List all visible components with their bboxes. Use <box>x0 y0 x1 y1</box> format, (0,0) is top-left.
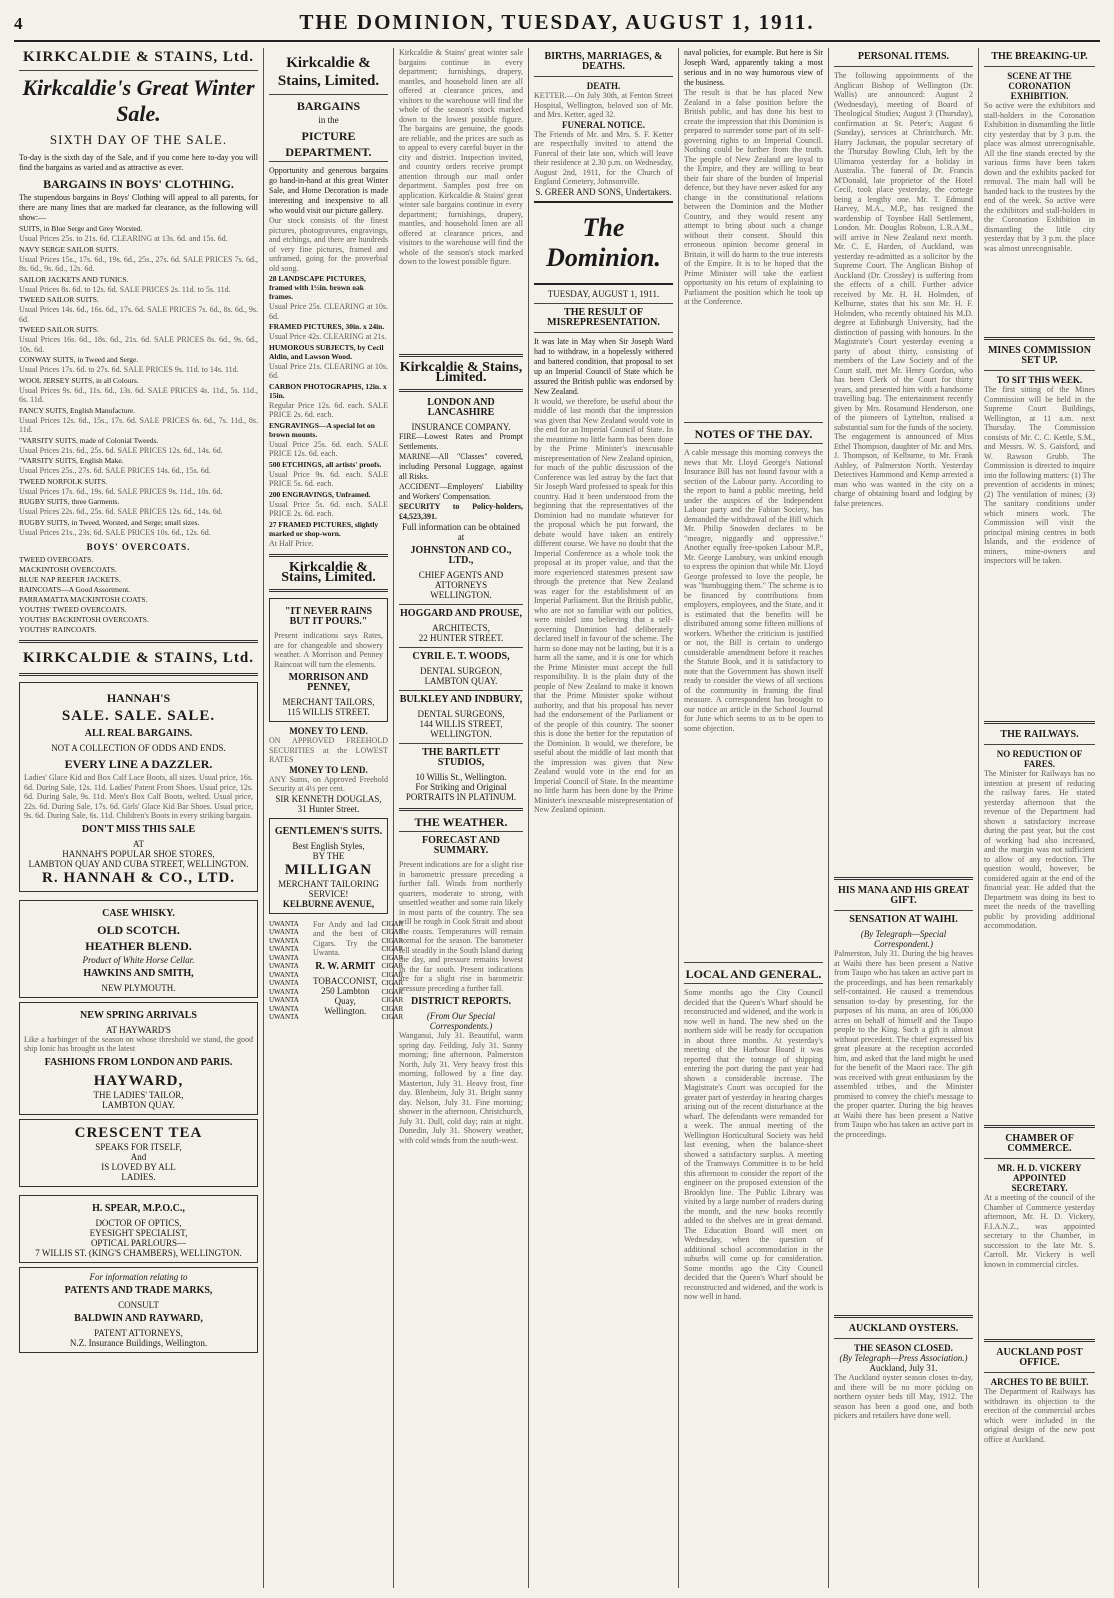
undertakers: S. GREER AND SONS, Undertakers. <box>535 186 672 197</box>
great-winter-sale-title: Kirkcaldie's Great Winter Sale. <box>22 75 255 126</box>
notes-of-the-day: NOTES OF THE DAY. <box>694 427 813 441</box>
bmd-heading: BIRTHS, MARRIAGES, & DEATHS. <box>544 51 663 72</box>
sale-intro: To-day is the sixth day of the Sale, and if you come here to-day you will find the bargains as varied and as attractive as ever. <box>19 153 258 172</box>
picture-lot: 27 FRAMED PICTURES, slightly marked or shop-worn. <box>269 519 379 538</box>
spear-eyesight: EYESIGHT SPECIALIST, <box>89 1227 188 1238</box>
crescent-and: And <box>130 1151 147 1162</box>
in-the: in the <box>318 115 339 125</box>
newspaper-title: THE DOMINION, TUESDAY, AUGUST 1, 1911. <box>299 10 815 34</box>
column-6: PERSONAL ITEMS. The following appointments of the Anglican Bishop of Wellington (Dr. Wallis) are announced: August 2 (Wednesday), meeting of Board of Theological Studies; August 3 (Thursday), confirmation at St. Peter's; August 6 (Sunday), services at Christchurch. Mr. Harry Jackman, the popular secretary of the Thursday Bowling Club, left by the Ulimaroa yesterday for a holiday in Australia. The funeral of Dr. Francis M'Donald, late proprietor of the Hotel Cecil, took place yesterday, the cortege being a lengthy one. Mr. T. Edmund Harvey, M.A., M.P., has resigned the wardenship of Toynbee Hall Settlement, London. Mr. Douglas Robson, L.R.A.M., will arrive in New Zealand next month. Mr. C. E. Harden, of Auckland, was yesterday re-admitted as a solicitor by the Supreme Court. The Anglican Bishop of Auckland (Dr. Crossley) is suffering from the effects of a chill. Further advice received by Mr. H. H. Holmden, of Kelburne, states that his son Mr. H. F. Holmden, who recently obtained his M.D. degree at Edinburgh University, had the distinction of passing with honours. In the Magistrate's Court yesterday evening a party of about thirty, consisting of members of the Law Society and of the Court staff, met Mr. Henry Gordon, who has been Clerk of the Court for thirty years, and presented him with a handsome travelling bag. The entertainment recently given by Mrs. Rosamund Henderson, one of the pioneers of Lyttelton, realised a substantial sum for the funds of the society. The engagement is announced of Miss Ethel Thompson, daughter of Mr. and Mrs. J. Thompson, of Kelburne, to Mr. Frank Ashley, of Palmerston North. Yesterday Detectives Hammond and Kemp arrested a man who was wanted in the city on a charge of obtaining board and lodging by false pretences. HIS MANA AND HIS GREAT GIFT. SENSATION AT WAIHI. (By Telegraph—Special Correspondent.) Palmerston, July 31. During the big heaves at Waihi there has been present a Native from Taupo who has taken an active part in the proceedings, and has been remarkably self-contained. He caused a tremendous sensation to-day by presenting, for the purposes of his mana, an area of 106,000 acres on behalf of himself and the Taupo people to the King. Such a gift is almost without precedent. The chief expressed his great pleasure at the reception accorded him, and asked that the land might be used for the benefit of the Maori race. The gift was received with great enthusiasm by the assembled tribes, and the Minister promised to convey the chief's message to the proper quarter. During the big heaves at Waihi there has been present a Native from Taupo who has taken an active part in the proceedings. AUCKLAND OYSTERS. THE SEASON CLOSED. (By Telegraph—Press Association.) Auckland, July 31. The Auckland oyster season closes to-day, and there will be no more picking on northern oyster beds till May, 1912. The season has been a good one, and both pickers and retailers have done well. <box>829 48 979 1588</box>
crescent-name: CRESCENT TEA <box>74 1124 203 1141</box>
column-3: Kirkcaldie & Stains' great winter sale bargains continue in every department; furnishings, drapery, mantles, and household linen are all offered at clearance prices, and visitors to the warehouse will find the whole of the season's stock marked down to the lowest possible figure. The bargains are genuine, the goods are reliable, and the prices are such as to appeal to every careful buyer in the city and district. Inspection invited, and country orders receive prompt attention through our mail order department. Samples post free on application. Kirkcaldie & Stains' great winter sale bargains continue in every department; furnishings, drapery, mantles, and household linen are all offered at clearance prices, and visitors to the warehouse will find the whole of the season's stock marked down to the lowest possible figure. Kirkcaldie & Stains, Limited. LONDON AND LANCASHIRE INSURANCE COMPANY. FIRE—Lowest Rates and Prompt Settlements. MARINE—All "Classes" covered, including Personal Luggage, against all Risks. ACCIDENT—Employers' Liability and Workers' Compensation. SECURITY to Policy-holders, £4,523,391. Full information can be obtained at JOHNSTON AND CO., LTD., CHIEF AGENTS AND ATTORNEYS WELLINGTON. HOGGARD AND PROUSE, ARCHITECTS, 22 HUNTER STREET. CYRIL E. T. WOODS, DENTAL SURGEON, LAMBTON QUAY. BULKLEY AND INDBURY, DENTAL SURGEONS, 144 WILLIS STREET, WELLINGTON. THE BARTLETT STUDIOS, 10 Willis St., Wellington. For Striking and Original PORTRAITS IN PLATINUM. THE WEATHER. FORECAST AND SUMMARY. Present indications are for a slight rise in barometric pressure preceding a further fall. Winds from northerly quarters, moderate to strong, with unsettled weather and some rain likely in most parts of the country. The sea will be rough in Cook Strait and about the coasts. Temperatures will remain normal for the season. The barometer fell steadily in the South Island during the day, and pressure remains lowest in the far south. Present indications are for a slight rise in barometric pressure preceding a further fall. DISTRICT REPORTS. (From Our Special Correspondents.) Wanganui, July 31. Beautiful, warm spring day. Feilding, July 31. Sunny morning; fine afternoon. Palmerston North, July 31. Very heavy frost this morning, followed by a fine day. Masterton, July 31. Heavy frost, fine day. Blenheim, July 31. Bright sunny day. Nelson, July 31. Fine morning; shower in the afternoon. Christchurch, July 31. Dull, cold day; rain at night. Dunedin, July 31. Showery weather, with cold winds from the south-west. <box>394 48 529 1588</box>
fire-line: FIRE—Lowest Rates and Prompt Settlements. <box>399 432 523 451</box>
hannah-every: EVERY LINE A DAZZLER. <box>64 757 213 771</box>
list-item: TWEED SAILOR SUITS. <box>19 295 99 304</box>
hannah-at: AT <box>133 838 144 849</box>
arches-built: ARCHES TO BE BUILT. <box>990 1377 1089 1387</box>
hayward-at: AT HAYWARD'S <box>106 1024 171 1035</box>
morrison-ad: "IT NEVER RAINS BUT IT POURS." Present indications says Rates, are for changeable and showery weather. A Morrison and Penney Raincoat will turn the elements. MORRISON AND PENNEY, MERCHANT TAILORS, 115 WILLIS STREET. <box>269 598 388 722</box>
money-to-lend-1: MONEY TO LEND. <box>289 726 368 736</box>
breaking-up: THE BREAKING-UP. <box>991 51 1088 62</box>
crescent-ladies: LADIES. <box>121 1171 156 1182</box>
full-info: Full information can be obtained at <box>402 522 520 542</box>
list-item: RAINCOATS—A Good Assortment. <box>19 585 131 594</box>
leader-headline: THE RESULT OF MISREPRESENTATION. <box>547 306 660 328</box>
personal-items: PERSONAL ITEMS. <box>857 51 950 62</box>
hayward-ad: NEW SPRING ARRIVALS AT HAYWARD'S Like a harbinger of the season on whose threshold we stand, the good ship Ionic has brought us the latest FASHIONS FROM LONDON AND PARIS. HAYWARD, THE LADIES' TAILOR, LAMBTON QUAY. <box>19 1002 258 1115</box>
bartlett-portraits: For Striking and Original PORTRAITS IN PLATINUM. <box>405 782 517 802</box>
whisky-hawkins: HAWKINS AND SMITH, <box>83 967 194 979</box>
picture-lot: HUMOROUS SUBJECTS, by Cecil Aldin, and Lawson Wood. <box>269 342 384 361</box>
hannah-firm: R. HANNAH & CO., LTD. <box>42 869 235 886</box>
spear-name: H. SPEAR, M.P.O.C., <box>92 1202 185 1214</box>
hannah-ad: HANNAH'S SALE. SALE. SALE. ALL REAL BARGAINS. NOT A COLLECTION OF ODDS AND ENDS. EVERY LINE A DAZZLER. Ladies' Glace Kid and Box Calf Lace Boots, all sizes. Usual price, 16s. 6d. During Sale, 12s. 11d. Ladies' Patent Front Shoes. Usual price, 12s. 6d. During Sale, 9s. 11d. Men's Box Calf Boots, welted. Usual price, 22s. 6d. During Sale, 17s. 6d. Girls' Glace Kid Bar Shoes. Usual price, 9s. 6d. During Sale, 6s. 11d. Children's Boots in every striking bargain. DON'T MISS THIS SALE AT HANNAH'S POPULAR SHOE STORES, LAMBTON QUAY AND CUBA STREET, WELLINGTON. R. HANNAH & CO., LTD. <box>19 682 258 892</box>
hannah-name: HANNAH'S <box>106 691 171 705</box>
uwanta-word: UWANTA <box>269 919 299 928</box>
whisky-heather: HEATHER BLEND. <box>85 938 192 953</box>
leader-opening: It was late in May when Sir Joseph Ward had to withdraw, in a hopelessly withered and battered condition, that proposal to set up an Imperial Council of State which he assured the British public was endorsed by New Zealand. <box>534 336 673 396</box>
patents-firm: BALDWIN AND RAYWARD, <box>74 1312 203 1324</box>
leader-continued: naval policies, for example. But here is Sir Joseph Ward, apparently taking a most serious and in no way humorous view of the business. <box>684 48 823 87</box>
approved-securities: ON APPROVED FREEHOLD SECURITIES at the LOWEST RATES <box>269 736 388 764</box>
hannah-dont-miss: DON'T MISS THIS SALE <box>81 823 196 835</box>
patents-ad <box>19 1267 258 1353</box>
list-item: YOUTHS' RAINCOATS. <box>19 625 97 634</box>
column-5: naval policies, for example. But here is Sir Joseph Ward, apparently taking a most serious and in no way humorous view of the business. The result is that he has placed New Zealand in a false position before the British public, and has done his best to create the impression that this Dominion is prepared to surrender some part of its self-governing rights to an Imperial Council. Nothing could be further from the truth. The people of New Zealand are loyal to the Empire, and they are willing to bear their fair share of the burden of Imperial defence, but they have never asked for any change in the constitutional relations between the Dominion and the Mother Country, and they would resent any attempt to bring about such a change without their consent. Should this erroneous opinion become general in Britain, it will do harm to the true interests of the Empire. It is to be hoped that the Prime Minister will take the earliest opportunity on his return of explaining to Parliament the position which he took up at the Conference. NOTES OF THE DAY. A cable message this morning conveys the news that Mr. Lloyd George's National Insurance Bill has not found favour with a section of the Labour party. According to the report to hand a public meeting, held under the auspices of the Independent Labour party and the Fabian Society, has demanded the withdrawal of the Bill which Mr. Philip Snowden declares to be "meagre, niggardly and oppressive." Another equally free-spoken Labour M.P., Mr. George Lansbury, was unkind enough to express the opinion that while Mr. Lloyd George professed to love the people, he was "humbugging them." The scheme is to be financed by contributions from employers, employees, and the State, and it is estimated that the benefits will be distributed among some fifteen millions of workers. Whether the criticism is justified or not, the Bill is certain to undergo considerable amendment before it reaches the Statute Book, and it is satisfactory to note that the Government has shown itself ready to consider the views of all sections of the community in framing the final measure. A correspondent has brought to our notice an article in the School Journal for June which seems to us to be open to some objection. LOCAL AND GENERAL. Some months ago the City Council decided that the Queen's Wharf should be reconstructed and widened, and the work is now well in hand. The new shed on the northern side will be ready for occupation in about three months. At yesterday's meeting of the Harbour Board it was reported that the tonnage of shipping entering the port during the past year had shown a considerable increase. The Magistrate's Court was occupied for the greater part of yesterday in hearing charges arising out of the recent disturbance at the wharf. The defendants were remanded for a week. The annual meeting of the Wellington Horticultural Society was held last evening, when the balance-sheet showed a satisfactory surplus. A meeting of the Tramways Committee is to be held this afternoon to consider the report of the engineer on the proposed extension of the Brooklyn line. The Public Library was visited by a large number of readers during the month, and the new books recently added to the shelves are in great demand. The Education Board will meet on Wednesday, when the question of additional school accommodation in the suburbs will come up for consideration. Some months ago the City Council decided that the Queen's Wharf should be reconstructed and widened, and the work is now well in hand. <box>679 48 829 1588</box>
dominion-logo: The Dominion. <box>546 212 661 272</box>
list-item: "VARSITY SUITS, made of Colonial Tweeds. <box>19 435 159 445</box>
column-2: Kirkcaldie & Stains, Limited. BARGAINS in the PICTURE DEPARTMENT. Opportunity and generous bargains go hand-in-hand at this great Winter Sale, and Home Decoration is made interesting and inexpensive to all who would visit our picture gallery. Our stock consists of the finest pictures, photogravures, engravings, and etchings, and there are hundreds of very fine pictures, framed and unframed, going for the proverbial old song. 28 LANDSCAPE PICTURES, framed with 1½in. brown oak frames. Usual Price 25s. CLEARING at 10s. 6d. FRAMED PICTURES, 30in. x 24in. Usual Price 42s. CLEARING at 21s. HUMOROUS SUBJECTS, by Cecil Aldin, and Lawson Wood. Usual Price 21s. CLEARING at 10s. 6d. CARBON PHOTOGRAPHS, 12in. x 15in. Regular Price 12s. 6d. each. SALE PRICE 2s. 6d. each. ENGRAVINGS—A special lot on brown mounts. Usual Price 25s. 6d. each. SALE PRICE 12s. 6d. each. 500 ETCHINGS, all artists' proofs. Usual Price 9s. 6d. each. SALE PRICE 5s. 6d. each. 200 ENGRAVINGS, Unframed. Usual Price 5s. 6d. each. SALE PRICE 2s. 6d. each. 27 FRAMED PICTURES, slightly marked or shop-worn. At Half Price. Kirkcaldie & Stains, Limited. "IT NEVER RAINS BUT IT POURS." Present indications says Rates, are for changeable and showery weather. A Morrison and Penney Raincoat will turn the elements. MORRISON AND PENNEY, MERCHANT TAILORS, 115 WILLIS STREET. MONEY TO LEND. ON APPROVED FREEHOLD SECURITIES at the LOWEST RATES MONEY TO LEND. ANY Sums, on Approved Freehold Security at 4½ per cent. SIR KENNETH DOUGLAS, 31 Hunter Street. GENTLEMEN'S SUITS. Best English Styles, BY THE MILLIGAN MERCHANT TAILORING SERVICE! KELBURNE AVENUE, UWANTA UWANTA UWANTA UWANTA UWANTA UWANTA UWANTA UWANTA UWANTA UWANTA UWANTA UWANTA For Andy and lad and the best of Cigars. Try the Uwanta. R. W. ARMIT TOBACCONIST, 250 Lambton Quay, Wellington. CIGAR CIGAR CIGAR CIGAR CIGAR CIGAR CIGAR CIGAR CIGAR CIGAR CIGAR CIGAR <box>264 48 394 1588</box>
picture-lot: 200 ENGRAVINGS, Unframed. <box>269 489 371 499</box>
list-item: FANCY SUITS, English Manufacture. <box>19 405 136 415</box>
cyril-addr: LAMBTON QUAY. <box>424 676 498 686</box>
bulkley-name: BULKLEY AND INDBURY, <box>399 694 523 705</box>
column-4: BIRTHS, MARRIAGES, & DEATHS. DEATH. KETTER.—On July 30th, at Fenton Street Hospital, Wellington, beloved son of Mr. and Mrs. Ketter, aged 32. FUNERAL NOTICE. The Friends of Mr. and Mrs. S. F. Ketter are respectfully invited to attend the Funeral of their late son, which will leave their residence at 2.30 p.m. on Wednesday, August 2nd, 1911, for the Church of England Cemetery, Johnsonville. S. GREER AND SONS, Undertakers. The Dominion. TUESDAY, AUGUST 1, 1911. THE RESULT OF MISREPRESENTATION. It was late in May when Sir Joseph Ward had to withdraw, in a hopelessly withered and battered condition, that proposal to set up an Imperial Council of State which he assured the British public was endorsed by New Zealand. It would, we therefore, be useful about the middle of last month that the impression was given that New Zealand would vote in the end for an Imperial Council of State. In the meantime no little harm has been done by the Prime Minister's inexcusable misrepresentation of New Zealand opinion, for much of the public discussion of the Conference was led astray by the fact that Sir Joseph Ward professed to speak for this country. Had it been understood from the beginning that the representatives of the Dominion had no mandate whatever for the proposal which he put forward, the debate would have taken an entirely different course. We have no doubt that the Imperial Conference as a whole took the proposal at its proper value, and that the more experienced statesmen present saw through the pretence that New Zealand was eager for the establishment of an Imperial Parliament. But the British public, who are not so familiar with our politics, were misled into believing that a self-governing Dominion had deliberately declared itself in favour of the scheme. The harm so done may not be lasting, but it is a harm all the same, and it is one for which the Prime Minister must accept the full responsibility. It is the plain duty of the people of New Zealand to make it known that the Prime Minister spoke without authority, and that his proposal has never had the endorsement of the Parliament or of the people of this country. The sooner this is done the better for the reputation of the Dominion. It would, we therefore, be useful about the middle of last month that the impression was given that New Zealand would vote in the end for an Imperial Council of State. In the meantime no little harm has been done by the Prime Minister's inexcusable misrepresentation of New Zealand opinion. <box>529 48 679 1588</box>
list-item: BLUE NAP REEFER JACKETS. <box>19 575 121 584</box>
patents-title: PATENTS AND TRADE MARKS, <box>64 1284 213 1296</box>
johnston-name: JOHNSTON AND CO., LTD., <box>410 545 512 566</box>
kelburne-avenue: KELBURNE AVENUE, <box>282 898 375 909</box>
patents-sub: PATENT ATTORNEYS, <box>94 1327 183 1338</box>
department-word: DEPARTMENT. <box>285 145 372 159</box>
douglas-addr: 31 Hunter Street. <box>297 803 360 814</box>
whisky-ad <box>19 900 258 998</box>
hayward-addr: LAMBTON QUAY. <box>102 1099 175 1110</box>
douglas-name: SIR KENNETH DOUGLAS, <box>275 793 382 804</box>
hayward-new-spring: NEW SPRING ARRIVALS <box>80 1009 197 1021</box>
sale-day: SIXTH DAY OF THE SALE. <box>49 132 228 147</box>
picture-lot: FRAMED PICTURES, 30in. x 24in. <box>269 322 385 331</box>
bartlett-addr: 10 Willis St., Wellington. <box>415 772 507 782</box>
any-sums: ANY Sums, on Approved Freehold Security at 4½ per cent. <box>269 774 388 793</box>
overcoats-list <box>19 555 258 634</box>
list-item: PARRAMATTA MACKINTOSH COATS. <box>19 595 148 604</box>
no-reduction: NO REDUCTION OF FARES. <box>996 749 1083 769</box>
whisky-product: Product of White Horse Cellar. <box>82 954 195 965</box>
hayward-fashions: FASHIONS FROM LONDON AND PARIS. <box>44 1056 233 1068</box>
district-reports: DISTRICT REPORTS. <box>410 996 512 1007</box>
season-closed: THE SEASON CLOSED. <box>854 1343 953 1353</box>
oysters-heading: AUCKLAND OYSTERS. <box>848 1323 959 1334</box>
sit-this-week: TO SIT THIS WEEK. <box>996 375 1083 385</box>
boys-clothing-heading: BARGAINS IN BOYS' CLOTHING. <box>43 177 234 191</box>
money-to-lend-2: MONEY TO LEND. <box>289 764 368 775</box>
column-7: THE BREAKING-UP. SCENE AT THE CORONATION EXHIBITION. So active were the exhibitors and stall-holders in the Coronation Exhibition in dismantling the little city yesterday that by 3 p.m. the place was almost unrecognisable. All the fine stands erected by the various firms have been taken down and the exhibits packed for removal. The main hall will be handed back to the trustees by the end of the week. So active were the exhibitors and stall-holders in the Coronation Exhibition in dismantling the little city yesterday that by 3 p.m. the place was almost unrecognisable. MINES COMMISSION SET UP. TO SIT THIS WEEK. The first sitting of the Mines Commission will be held in the Supreme Court Buildings, Wellington, at 11 a.m. next Thursday. The Commission consists of Mr. C. C. Kettle, S.M., and Messrs. W. S. Gaisford, and W. Rawson Grubb. The Commission is directed to inquire into the following matters: (1) The prevention of accidents in mines; (2) The ventilation of mines; (3) The sanitary conditions under which miners work. The Commission will visit the principal mining centres in both Islands, and the evidence of miners, mine-owners and inspectors will be taken. THE RAILWAYS. NO REDUCTION OF FARES. The Minister for Railways has no intention at present of reducing the railway fares. He stated yesterday afternoon that the revenue of the Department had shown a satisfactory increase during the past year, but the cost of working had also increased, and the margin was not sufficient to allow of any reduction. The question would, however, be considered again at the end of the financial year. He added that the Department was doing its best to meet the needs of the travelling public by providing additional accommodation. CHAMBER OF COMMERCE. MR. H. D. VICKERY APPOINTED SECRETARY. At a meeting of the council of the Chamber of Commerce yesterday afternoon, Mr. H. D. Vickery, F.I.A.N.Z., was appointed secretary to the Chamber, in succession to the late Mr. S. Carroll. Mr. Vickery is well known in commercial circles. AUCKLAND POST OFFICE. ARCHES TO BE BUILT. The Department of Railways has withdrawn its objection to the erection of the commercial arches which were included in the original design of the new post office at Auckland. <box>984 51 1095 1444</box>
list-item: MACKINTOSH OVERCOATS. <box>19 565 117 574</box>
armit-name: R. W. ARMIT <box>315 960 376 972</box>
kirkcaldie-col3-footer: Kirkcaldie & Stains, Limited. <box>399 360 523 385</box>
never-rains: "IT NEVER RAINS BUT IT POURS." <box>284 606 373 627</box>
morrison-sub: MERCHANT TAILORS, <box>282 697 375 707</box>
kirkcaldie-footer: KIRKCALDIE & STAINS, Ltd. <box>22 650 254 666</box>
bargains-word: BARGAINS <box>296 99 361 113</box>
sensation-heading: SENSATION AT WAIHI. <box>849 914 958 925</box>
chief-agents: CHIEF AGENTS AND ATTORNEYS <box>418 570 504 590</box>
bulkley-sub: DENTAL SURGEONS, <box>417 709 505 719</box>
gents-suits: GENTLEMEN'S SUITS. <box>274 825 383 837</box>
picture-lot: CARBON PHOTOGRAPHS, 12in. x 15in. <box>269 381 387 400</box>
armit-sub: TOBACCONIST, <box>313 975 378 986</box>
telegram-1: (By Telegraph—Special Correspondent.) <box>860 929 947 949</box>
page-number: 4 <box>14 14 23 33</box>
kirkcaldie-firm-heading: KIRKCALDIE & STAINS, Ltd. <box>22 49 254 65</box>
mines-commission: MINES COMMISSION SET UP. <box>987 345 1092 366</box>
list-item: TWEED OVERCOATS. <box>19 555 94 564</box>
whisky-case: CASE WHISKY. <box>102 907 175 919</box>
security-line: SECURITY to Policy-holders, £4,523,391. <box>399 502 523 521</box>
hannah-address: LAMBTON QUAY AND CUBA STREET, WELLINGTON. <box>28 858 249 869</box>
crescent-tea-ad <box>19 1119 258 1187</box>
hoggard-name: HOGGARD AND PROUSE, <box>400 608 522 619</box>
cyril-sub: DENTAL SURGEON, <box>420 666 502 676</box>
list-item: NAVY SERGE SAILOR SUITS. <box>19 244 119 254</box>
london-lancashire: LONDON AND LANCASHIRE <box>427 397 495 418</box>
hoggard-sub: ARCHITECTS, <box>432 623 490 633</box>
list-item: RUGBY SUITS, in Tweed, Worsted, and Serge; small sizes. <box>19 517 200 527</box>
london-lancashire-sub: INSURANCE COMPANY. <box>411 422 511 432</box>
auckland-post-office: AUCKLAND POST OFFICE. <box>996 1347 1083 1368</box>
list-item: SAILOR JACKETS AND TUNICS. <box>19 274 129 284</box>
wellington: WELLINGTON. <box>430 590 492 600</box>
marine-line: MARINE—All "Classes" covered, including Personal Luggage, against all Risks. <box>399 452 523 481</box>
uwanta-cigar-column: UWANTA UWANTA UWANTA UWANTA UWANTA UWANTA UWANTA UWANTA UWANTA UWANTA UWANTA UWANTA <box>269 920 309 1022</box>
picture-lot: 28 LANDSCAPE PICTURES, framed with 1½in. brown oak frames. <box>269 274 366 301</box>
funeral-notice: FUNERAL NOTICE. <box>561 119 645 130</box>
spear-addr: 7 WILLIS ST. (KING'S CHAMBERS), WELLINGTON. <box>35 1247 242 1258</box>
kirkcaldie-picture-footer: Kirkcaldie & Stains, Limited. <box>281 560 376 585</box>
bulkley-addr: 144 WILLIS STREET, WELLINGTON. <box>419 719 503 739</box>
milligan-name: MILLIGAN <box>284 861 373 878</box>
list-item: RUGBY SUITS, three Garments. <box>19 497 120 506</box>
boys-items-list: SUITS, in Blue Serge and Grey Worsted. Usual Prices 25s. to 21s. 6d. CLEARING at 13s. 6d. and 15s. 6d. NAVY SERGE SAILOR SUITS. Usual Prices 15s., 17s. 6d., 19s. 6d., 25s., 27s. 6d. SALE PRICES 7s. 6d., 8s. 6d., 9s. 6d., 12s. 6d. SAILOR JACKETS AND TUNICS. Usual Prices 8s. 6d. to 12s. 6d. SALE PRICES 2s. 11d. to 5s. 11d. TWEED SAILOR SUITS. Usual Prices 14s. 6d., 16s. 6d., 17s. 6d. SALE PRICES 7s. 6d., 8s. 6d., 9s. 6d. TWEED SAILOR SUITS. Usual Prices 16s. 6d., 18s. 6d., 21s. 6d. SALE PRICES 8s. 6d., 9s. 6d., 10s. 6d. CONWAY SUITS, in Tweed and Serge. Usual Prices 17s. 6d. to 27s. 6d. SALE PRICES 9s. 11d. to 14s. 11d. WOOL JERSEY SUITS, in all Colours. Usual Prices 9s. 6d., 11s. 6d., 13s. 6d. SALE PRICES 4s. 11d., 5s. 11d., 6s. 11d. FANCY SUITS, English Manufacture. Usual Prices 12s. 6d., 15s., 17s. 6d. SALE PRICES 6s. 6d., 7s. 11d., 8s. 11d. "VARSITY SUITS, made of Colonial Tweeds. Usual Prices 21s. 6d., 25s. 6d. SALE PRICES 12s. 6d., 14s. 6d. "VARSITY SUITS, English Make. Usual Prices 25s., 27s. 6d. SALE PRICES 14s. 6d., 15s. 6d. TWEED NORFOLK SUITS. Usual Prices 17s. 6d., 19s. 6d. SALE PRICES 9s. 11d., 10s. 6d. RUGBY SUITS, three Garments. Usual Prices 22s. 6d., 25s. 6d. SALE PRICES 12s. 6d., 14s. 6d. RUGBY SUITS, in Tweed, Worsted, and Serge; small sizes. Usual Prices 21s., 23s. 6d. SALE PRICES 10s. 6d., 12s. 6d. <box>19 224 258 537</box>
railways: THE RAILWAYS. <box>1000 729 1079 740</box>
milligan-sub: MERCHANT TAILORING SERVICE! <box>278 878 379 899</box>
morrison-name: MORRISON AND PENNEY, <box>288 672 369 693</box>
morrison-addr: 115 WILLIS STREET. <box>287 707 370 717</box>
hau-heading: HIS MANA AND HIS GREAT GIFT. <box>838 885 969 906</box>
hayward-name: HAYWARD, <box>93 1072 184 1089</box>
spear-ad <box>19 1195 258 1263</box>
best-styles: Best English Styles, <box>292 840 365 851</box>
cyril-name: CYRIL E. T. WOODS, <box>412 651 510 662</box>
chamber-commerce: CHAMBER OF COMMERCE. <box>1005 1133 1074 1154</box>
local-and-general: LOCAL AND GENERAL. <box>685 967 822 981</box>
patents-for: For information relating to <box>89 1271 188 1282</box>
death-heading: DEATH. <box>586 81 621 91</box>
picture-word: PICTURE <box>301 129 356 143</box>
leader-date: TUESDAY, AUGUST 1, 1911. <box>547 288 660 299</box>
picture-lot: ENGRAVINGS—A special lot on brown mounts. <box>269 420 375 439</box>
list-item: "VARSITY SUITS, English Make. <box>19 456 124 465</box>
whisky-place: NEW PLYMOUTH. <box>101 982 176 993</box>
picture-intro: Opportunity and generous bargains go hand-in-hand at this great Winter Sale, and Home Decoration is made interesting and inexpensive to all who would visit our picture gallery. <box>269 166 388 215</box>
list-item: YOUTHS' TWEED OVERCOATS. <box>19 605 127 614</box>
hannah-all-real: ALL REAL BARGAINS. <box>84 728 193 739</box>
masthead <box>14 10 1100 42</box>
hoggard-addr: 22 HUNTER STREET. <box>418 633 504 643</box>
list-item: CONWAY SUITS, in Tweed and Serge. <box>19 355 139 364</box>
spear-optical: OPTICAL PARLOURS— <box>90 1237 187 1248</box>
by-the: BY THE <box>312 850 345 861</box>
weather-heading: THE WEATHER. <box>414 815 508 829</box>
dateline: Auckland, July 31. <box>869 1363 938 1373</box>
list-item: SUITS, in Blue Serge and Grey Worsted. <box>19 224 143 233</box>
crescent-loved: IS LOVED BY ALL <box>101 1161 176 1172</box>
kirkcaldie-picture-heading: Kirkcaldie & Stains, Limited. <box>277 55 380 89</box>
cigar-column: CIGAR CIGAR CIGAR CIGAR CIGAR CIGAR CIGAR CIGAR CIGAR CIGAR CIGAR CIGAR <box>381 920 409 1022</box>
picture-lot: 500 ETCHINGS, all artists' proofs. <box>269 459 382 469</box>
hayward-sub: THE LADIES' TAILOR, <box>93 1089 184 1100</box>
telegram-2: (By Telegraph—Press Association.) <box>839 1353 968 1363</box>
boys-overcoats-heading: BOYS' OVERCOATS. <box>86 542 191 552</box>
list-item: WOOL JERSEY SUITS, in all Colours. <box>19 375 139 385</box>
list-item: YOUTHS' BACKINTOSH OVERCOATS. <box>19 615 149 624</box>
list-item: TWEED SAILOR SUITS. <box>19 325 99 334</box>
armit-addr: 250 Lambton Quay, Wellington. <box>321 985 370 1016</box>
cigar-word: CIGAR <box>381 919 404 928</box>
vickery-appointed: MR. H. D. VICKERY APPOINTED SECRETARY. <box>997 1163 1082 1193</box>
patents-addr: N.Z. Insurance Buildings, Wellington. <box>69 1337 208 1348</box>
list-item: TWEED NORFOLK SUITS. <box>19 476 108 486</box>
forecast-heading: FORECAST AND SUMMARY. <box>422 835 500 856</box>
bartlett-name: THE BARTLETT STUDIOS, <box>422 747 500 768</box>
whisky-old: OLD SCOTCH. <box>97 922 180 937</box>
column-1 <box>14 48 264 1588</box>
milligan-ad <box>269 818 388 914</box>
spear-doctor: DOCTOR OF OPTICS, <box>95 1217 182 1228</box>
accident-line: ACCIDENT—Employers' Liability and Workers' Compensation. <box>399 482 523 501</box>
boys-intro: The stupendous bargains in Boys' Clothing will appeal to all parents, for there are many lines that are marked far clearance, as the following will show:— <box>19 193 258 222</box>
patents-consult: CONSULT <box>118 1299 159 1310</box>
hannah-sale: SALE. SALE. SALE. <box>61 708 216 724</box>
scene-coronation: SCENE AT THE CORONATION EXHIBITION. <box>1007 71 1072 101</box>
hannah-stores: HANNAH'S POPULAR SHOE STORES, <box>62 848 215 859</box>
crescent-speaks: SPEAKS FOR ITSELF, <box>95 1141 182 1152</box>
district-sub: (From Our Special Correspondents.) <box>426 1011 496 1031</box>
hannah-not-a: NOT A COLLECTION OF ODDS AND ENDS. <box>51 743 226 753</box>
